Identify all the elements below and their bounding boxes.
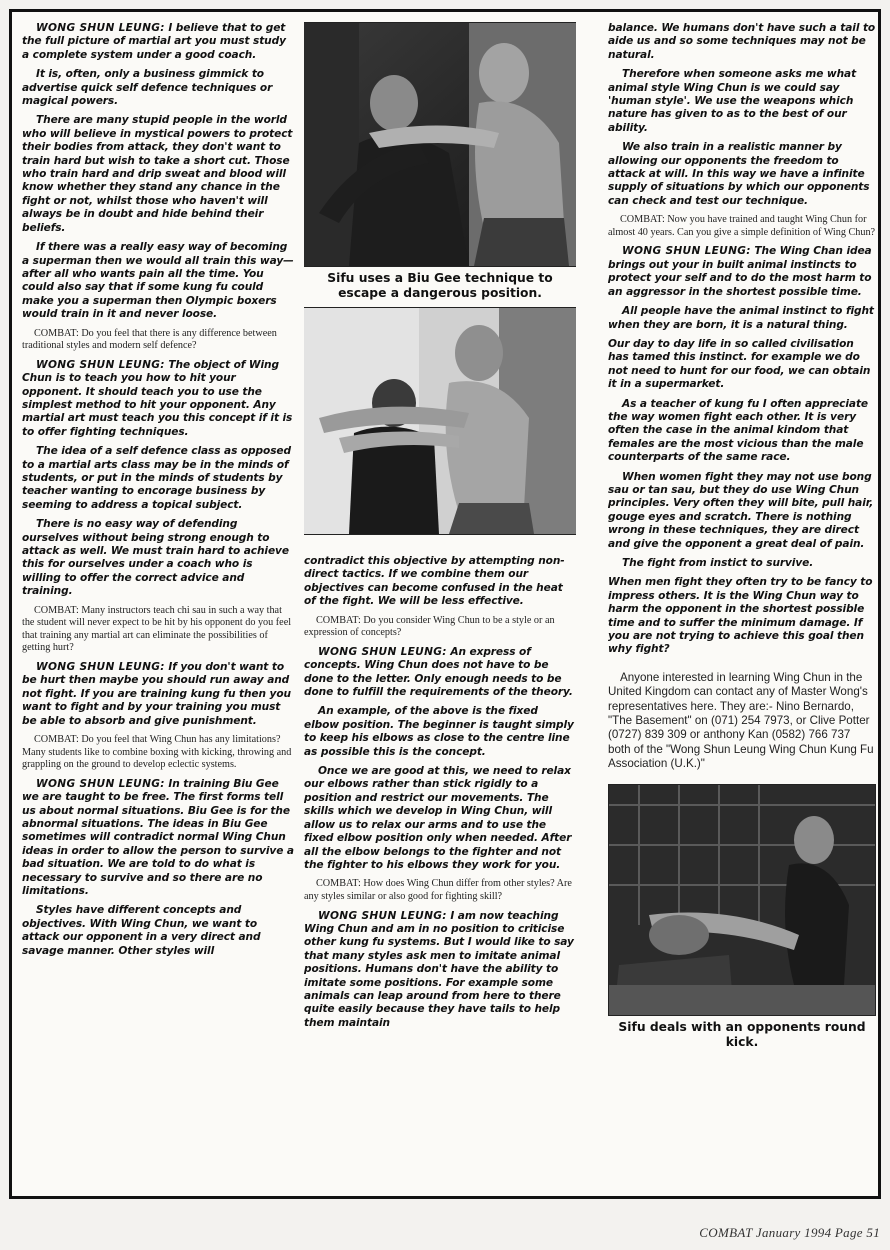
photo-image-3: [609, 785, 875, 1015]
interview-answer: [22, 68, 294, 108]
answer-text: If you don't want to be hurt then maybe you should run away and not fight. If you are training kung fu then you want to fight and by your training you must be able to absorb and give punishment.: [22, 661, 291, 727]
column-2: [304, 22, 576, 1190]
photo-1-caption: Sifu uses a Biu Gee technique to escape a dangerous position.: [327, 271, 553, 300]
interview-answer: [22, 359, 294, 439]
interview-answer: [22, 904, 294, 958]
photo-round-kick: [608, 784, 876, 1016]
interview-answer: [304, 555, 576, 609]
interview-answer: [22, 114, 294, 235]
answer-text: contradict this objective by attempting non-direct tactics. If we combine them our objectives can become confused in the heat of the fight. We will be less effective.: [304, 555, 565, 608]
speaker-name: WONG SHUN LEUNG:: [318, 645, 447, 658]
interview-question: COMBAT: Many instructors teach chi sau in such a way that the student will never expect to be hit by his opponent do you feel that training any martial art can eliminate the possibilities of getting hurt?: [22, 604, 292, 654]
interview-question: COMBAT: Do you feel that Wing Chun has any limitations? Many students like to combine boxing with kicking, throwing and grappling on the ground to develop eclectic systems.: [22, 734, 292, 771]
answer-text: When men fight they often try to be fancy to impress others. It is the Wing Chun way to harm the opponent in the shortest possible time and to suffer the minimum damage. If you are not trying to achieve this goal then why fight?: [608, 576, 873, 656]
photo-3-caption: Sifu deals with an opponents round kick.: [618, 1019, 866, 1049]
interview-answer: [608, 245, 876, 299]
answer-text: When women fight they may not use bong sau or tan sau, but they do use Wing Chun principles. Very often they will bite, pull hair, gouge eyes and scratch. There is nothing wrong in these techniques, they are direct and give the opponent a great deal of pain.: [608, 470, 874, 550]
interview-answer: [304, 765, 576, 872]
answer-text: An example, of the above is the fixed elbow position. The beginner is taught simply to keep his elbows as close to the centre line as possible this is the concept.: [304, 705, 574, 758]
interview-question: COMBAT: Now you have trained and taught Wing Chun for almost 40 years. Can you give a simple definition of Wing Chun?: [608, 214, 876, 238]
answer-text: Our day to day life in so called civilisation has tamed this instinct. for example we do not need to hunt for our food, we can obtain it in a supermarket.: [608, 337, 871, 391]
answer-text: If there was a really easy way of becoming a superman then we would all train this way—after all who wants pain all the time. You could also say that if some kung fu could make you a superman then Olympic boxers would train in it and never loose.: [22, 241, 294, 321]
speaker-name: WONG SHUN LEUNG:: [36, 661, 165, 673]
speaker-name: WONG SHUN LEUNG:: [36, 358, 165, 371]
answer-text: The fight from instict to survive.: [622, 557, 814, 569]
speaker-name: WONG SHUN LEUNG:: [318, 909, 447, 922]
answer-text: Once we are good at this, we need to relax our elbows rather than stick rigidly to a position and restrict our movements. The skills which we develop in Wing Chun, will allow us to relax our arms and to use the fixed elbow position only when needed. After all the elbow belongs to the fighter and not the fighter to his elbows they work for you.: [304, 765, 572, 871]
photo-2: [304, 307, 576, 535]
speaker-name: WONG SHUN LEUNG:: [622, 245, 751, 258]
answer-text: The object of Wing Chun is to teach you how to hit your opponent. It should teach you to use the simplest method to hit your opponent. Any martial art must teach you this concept if it is to offer fighting techniques.: [22, 358, 293, 438]
interview-answer: [22, 661, 294, 728]
interview-question: COMBAT: Do you feel that there is any difference between traditional styles and modern self defence?: [22, 327, 277, 352]
photo-image-2: [304, 308, 576, 534]
answer-text: The Wing Chan idea brings out your in built animal instincts to protect your self and to do the most harm to an aggressor in the shortest possible time.: [608, 245, 872, 298]
column-1-text: [22, 22, 294, 958]
interview-answer: [22, 518, 294, 598]
column-3-text: [608, 22, 876, 657]
answer-text: Styles have different concepts and objectives. With Wing Chun, we want to attack our opponent in a very direct and savage manner. Other styles will: [22, 904, 261, 957]
interview-answer: [608, 305, 876, 332]
interview-answer: [22, 778, 294, 899]
answer-text: In training Biu Gee we are taught to be free. The first forms tell us about normal situations. Biu Gee is for the abnormal situations. The ideas in Biu Gee sometimes will contradict normal Wing Chun ideas in order to allow the person to survive a bad situation. We are told to do what is necessary to survive and so there are no limitations.: [22, 777, 294, 898]
answer-text: All people have the animal instinct to fight when they are born, it is a natural thing.: [608, 305, 874, 331]
interview-answer: [22, 22, 294, 62]
interview-answer: [608, 557, 876, 570]
answer-text: Therefore when someone asks me what animal style Wing Chun is we could say 'human style'. We use the weapons which nature has given to as to the best of our ability.: [608, 68, 857, 134]
speaker-name: WONG SHUN LEUNG:: [36, 777, 165, 790]
contact-info: Anyone interested in learning Wing Chun in the United Kingdom can contact any of Master Wong's representatives here. They are:- Nino Bernardo, "The Basement" on (071) 254 7973, or Clive Potter (0727) 839 309 or anthony Kan (0582) 766 737 both of the "Wong Shun Leung Wing Chun Kung Fu Association (U.K.)": [608, 670, 874, 771]
answer-text: balance. We humans don't have such a tail to aide us and so some techniques may not be natural.: [608, 22, 876, 61]
interview-answer: [608, 22, 876, 62]
answer-text: It is, often, only a business gimmick to advertise quick self defence techniques or magical powers.: [22, 68, 273, 108]
interview-answer: [608, 141, 876, 208]
answer-text: There is no easy way of defending ourselves without being strong enough to attack as well. We must train hard to achieve this for ourselves under a coach who is willing to offer the correct advice and training.: [22, 518, 289, 598]
photo-image-1: [304, 23, 576, 266]
interview-answer: [608, 576, 876, 656]
interview-answer: [608, 398, 876, 465]
interview-answer: [304, 910, 576, 1031]
interview-answer: [608, 338, 876, 392]
column-2-text: [304, 555, 576, 1030]
interview-answer: [22, 445, 294, 512]
speaker-name: WONG SHUN LEUNG:: [36, 22, 165, 34]
interview-answer: [22, 241, 294, 321]
answer-text: An express of concepts. Wing Chun does not have to be done to the letter. Only enough needs to be done to fulfill the requirements of the theory.: [304, 645, 573, 699]
interview-question: COMBAT: How does Wing Chun differ from other styles? Are any styles similar or also good for fighting skill?: [304, 878, 572, 902]
interview-answer: [304, 705, 576, 759]
article-frame: [9, 9, 881, 1199]
interview-answer: [608, 471, 876, 551]
column-3: [608, 22, 876, 1190]
answer-text: As a teacher of kung fu I often appreciate the way women fight each other. It is very often the case in the animal kindom that females are the most vicious than the male counterparts of the same race.: [608, 397, 868, 464]
answer-text: The idea of a self defence class as opposed to a martial arts class may be in the minds of students, or put in the minds of students by teacher wanting to encorage business by seeming to address a topical subject.: [22, 445, 291, 511]
photo-biu-gee-escape: [304, 22, 576, 267]
interview-answer: [304, 646, 576, 700]
answer-text: I believe that to get the full picture of martial art you must study a complete system under a good coach.: [22, 22, 286, 61]
interview-question: COMBAT: Do you consider Wing Chun to be a style or an expression of concepts?: [304, 614, 555, 639]
column-1: [22, 22, 294, 1190]
interview-answer: [608, 68, 876, 135]
answer-text: We also train in a realistic manner by allowing our opponents the freedom to attack at will. In this way we have a infinite supply of situations by which our opponents can check and test our technique.: [608, 141, 870, 207]
answer-text: There are many stupid people in the world who will believe in mystical powers to protect their bodies from attack, they don't want to train hard but wish to take a short cut. Those who train hard and drip sweat and blood will know whether they stand any chance in the fight or not, whilst those who haven't will always be in doubt and hide behind their beliefs.: [22, 114, 293, 234]
answer-text: I am now teaching Wing Chun and am in no position to criticise other kung fu systems. But I would like to say that many styles ask men to imitate animal positions. Humans don't have the ability to imitate some positions. For example some animals can leap around from here to there quite easily because they have tails to help them maintain: [304, 909, 574, 1029]
page-footer: COMBAT January 1994 Page 51: [699, 1225, 880, 1240]
